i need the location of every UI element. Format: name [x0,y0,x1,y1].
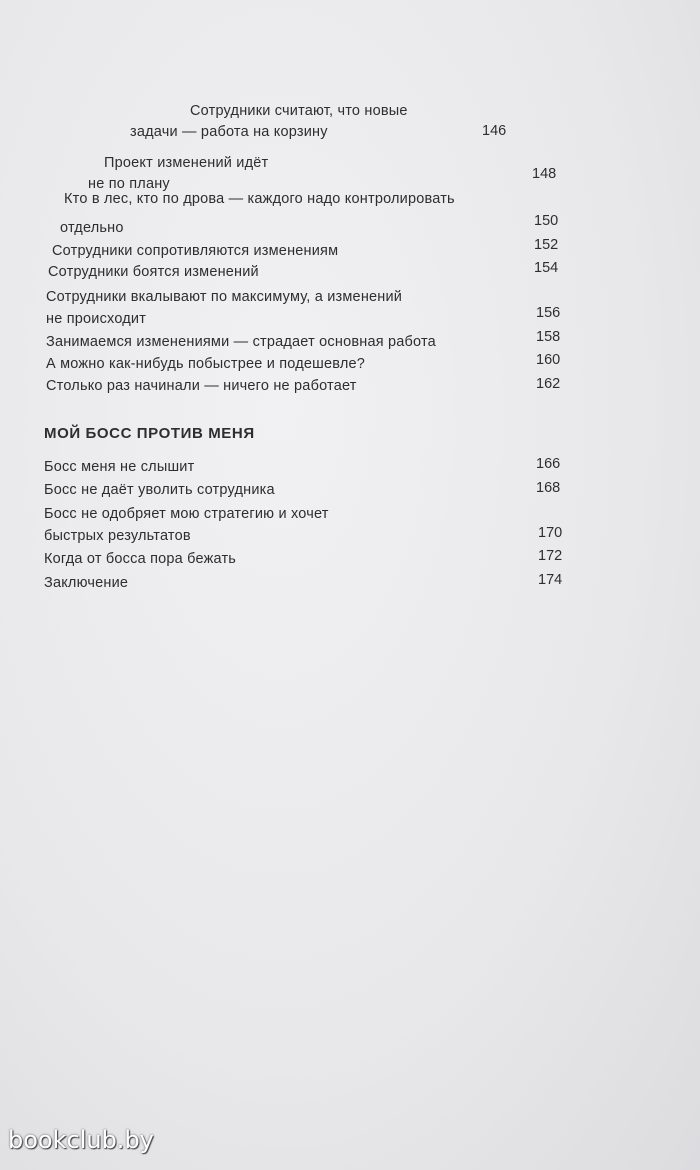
toc-entry-line: задачи — работа на корзину [130,124,328,140]
toc-page-number: 166 [536,456,561,472]
toc-entry-line: Сотрудники вкалывают по максимуму, а изменений [46,289,403,305]
watermark: bookclub.by [8,1126,154,1154]
toc-entry-line: Столько раз начинали — ничего не работает [46,378,357,394]
toc-entry-line: Заключение [44,575,129,591]
toc-entry-line: А можно как-нибудь побыстрее и подешевле? [46,356,366,372]
toc-page-number: 156 [536,305,561,321]
toc-entry-line: Проект изменений идёт [104,155,269,171]
toc-page-number: 158 [536,329,561,345]
toc-entry-line: Занимаемся изменениями — страдает основная работа [46,334,436,350]
toc-page-number: 172 [538,548,563,564]
toc-entry-line: Сотрудники считают, что новые [190,103,408,119]
toc-page-number: 162 [536,376,561,392]
toc-entry-line: не по плану [88,176,170,192]
toc-page-number: 146 [482,123,507,139]
toc-entry-line: отдельно [60,220,124,236]
toc-page-number: 154 [534,260,559,276]
toc-entry-line: быстрых результатов [44,528,191,544]
toc-page-number: 150 [534,213,559,229]
toc-entry-line: Сотрудники сопротивляются изменениям [52,243,339,259]
toc-entry-line: Когда от босса пора бежать [44,551,237,567]
toc-page-number: 160 [536,352,561,368]
toc-page-number: 148 [532,166,557,182]
toc-entry-line: Босс не одобряет мою стратегию и хочет [44,506,329,522]
toc-page-number: 152 [534,237,559,253]
toc-page-number: 174 [538,572,563,588]
toc-entry-line: не происходит [46,311,147,327]
toc-entry-line: Босс не даёт уволить сотрудника [44,482,275,498]
toc-page-number: 170 [538,525,563,541]
section-heading: МОЙ БОСС ПРОТИВ МЕНЯ [44,425,255,442]
toc-entry-line: Босс меня не слышит [44,459,195,475]
toc-entry-line: Кто в лес, кто по дрова — каждого надо контролировать [64,191,455,207]
toc-page-number: 168 [536,480,561,496]
toc-entry-line: Сотрудники боятся изменений [48,264,259,280]
